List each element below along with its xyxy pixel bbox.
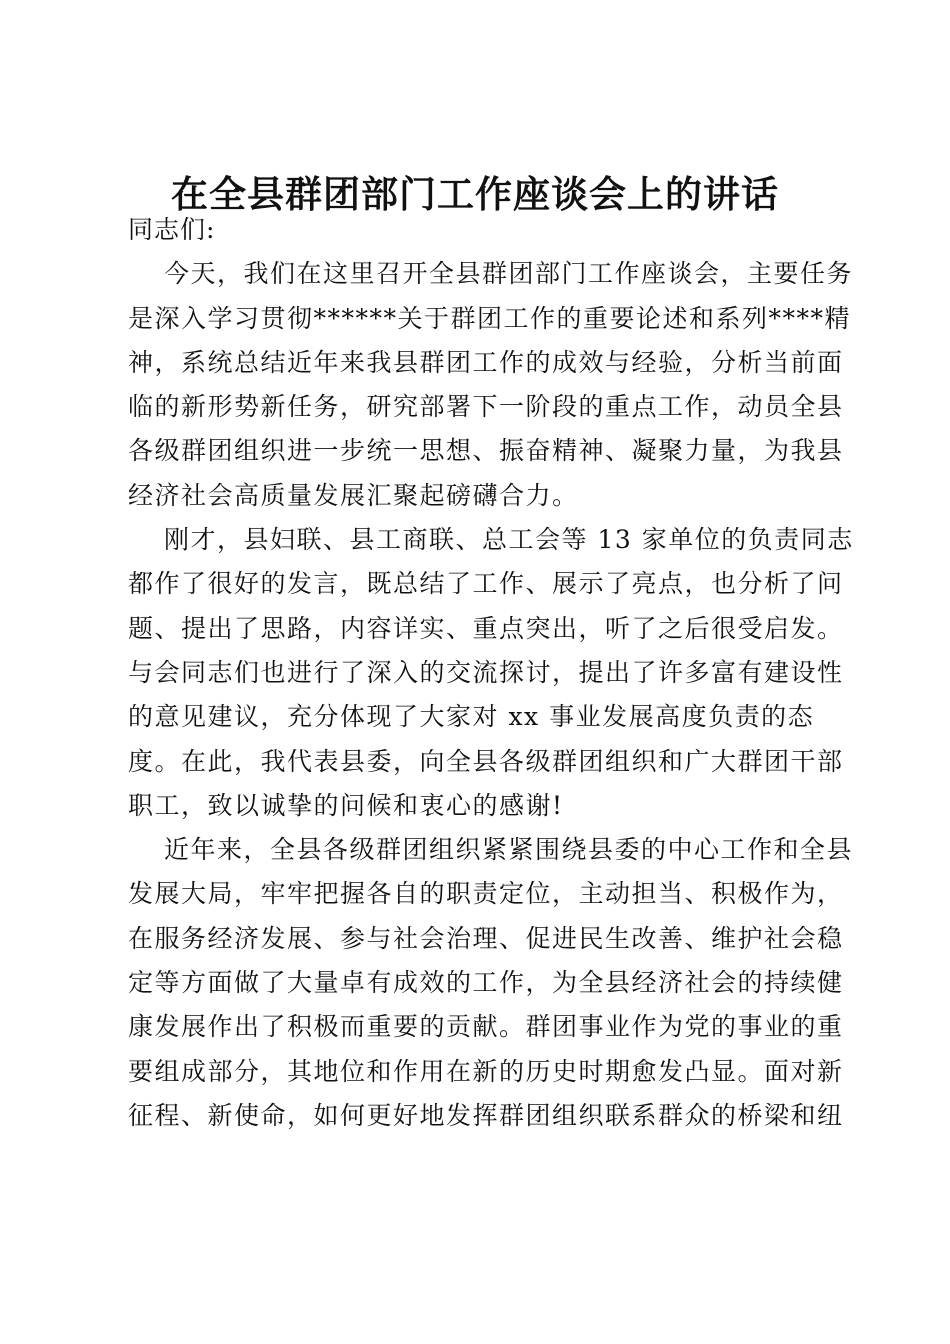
paragraph-line: 要组成部分，其地位和作用在新的历史时期愈发凸显。面对新 [128,1056,844,1086]
paragraph-line: 是深入学习贯彻******关于群团工作的重要论述和系列****精 [128,303,852,333]
paragraph-line: 近年来，全县各级群团组织紧紧围绕县委的中心工作和全县 [164,835,854,865]
paragraph-line: 定等方面做了大量卓有成效的工作，为全县经济社会的持续健 [128,968,844,998]
paragraph-line: 经济社会高质量发展汇聚起磅礴合力。 [128,480,579,510]
paragraph-line: 在服务经济发展、参与社会治理、促进民生改善、维护社会稳 [128,923,844,953]
paragraph-line: 刚才，县妇联、县工商联、总工会等 13 家单位的负责同志 [164,525,854,555]
paragraph-3 [128,828,854,1138]
paragraph-line: 题、提出了思路，内容详实、重点突出，听了之后很受启发。 [128,613,844,643]
paragraph-line: 与会同志们也进行了深入的交流探讨，提出了许多富有建设性 [128,657,844,687]
paragraph-line: 临的新形势新任务，研究部署下一阶段的重点工作，动员全县 [128,392,844,422]
paragraph-line: 职工，致以诚挚的问候和衷心的感谢! [128,790,564,820]
paragraph-line: 发展大局，牢牢把握各自的职责定位，主动担当、积极作为， [128,879,844,909]
paragraph-line: 都作了很好的发言，既总结了工作、展示了亮点，也分析了问 [128,569,844,599]
paragraph-2 [128,518,854,828]
paragraph-line: 度。在此，我代表县委，向全县各级群团组织和广大群团干部 [128,746,844,776]
paragraph-line: 今天，我们在这里召开全县群团部门工作座谈会，主要任务 [164,259,854,289]
document-title: 在全县群团部门工作座谈会上的讲话 [171,172,779,216]
document-body [128,208,854,1138]
paragraph-line: 征程、新使命，如何更好地发挥群团组织联系群众的桥梁和纽 [128,1100,844,1130]
paragraph-line: 各级群团组织进一步统一思想、振奋精神、凝聚力量，为我县 [128,436,844,466]
paragraph-line: 的意见建议，充分体现了大家对 xx 事业发展高度负责的态 [128,702,815,732]
paragraph-1 [128,252,854,518]
salutation: 同志们: [128,215,216,244]
paragraph-line: 神，系统总结近年来我县群团工作的成效与经验，分析当前面 [128,347,844,377]
paragraph-line: 康发展作出了积极而重要的贡献。群团事业作为党的事业的重 [128,1012,844,1042]
